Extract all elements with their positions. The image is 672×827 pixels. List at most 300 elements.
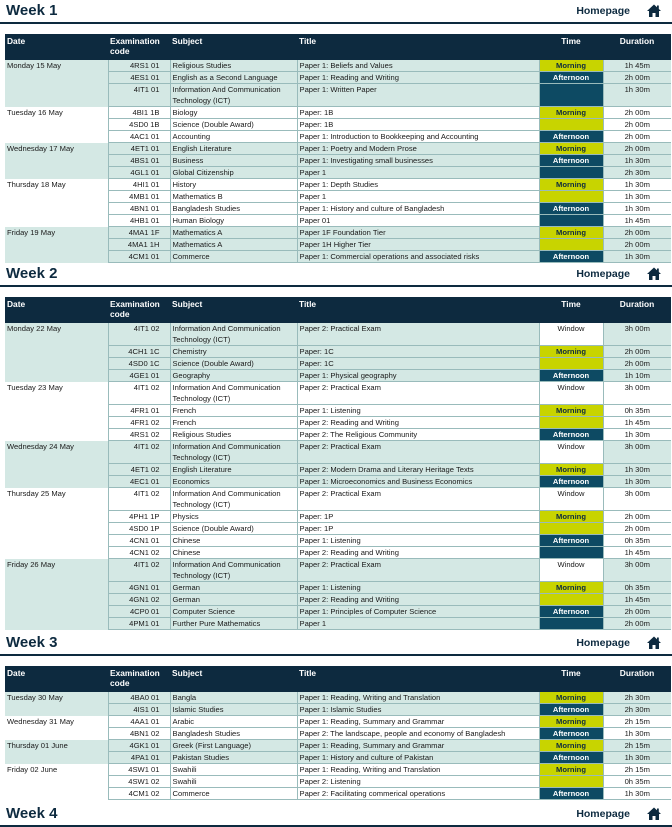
exam-date	[5, 119, 108, 131]
exam-code: 4MA1 1H	[108, 239, 170, 251]
table-row	[5, 704, 671, 716]
exam-time: Afternoon	[539, 203, 603, 215]
exam-date	[5, 618, 108, 630]
exam-time	[539, 191, 603, 203]
exam-duration: 1h 30m	[603, 191, 671, 203]
exam-time: Morning	[539, 716, 603, 728]
exam-title: Paper 1: Principles of Computer Science	[297, 606, 539, 618]
table-row	[5, 417, 671, 429]
exam-code: 4CP0 01	[108, 606, 170, 618]
exam-code: 4AC1 01	[108, 131, 170, 143]
exam-time: Afternoon	[539, 476, 603, 488]
table-row	[5, 523, 671, 535]
exam-code: 4PH1 1P	[108, 511, 170, 523]
exam-date: Monday 22 May	[5, 323, 108, 346]
column-header-code: Examination code	[108, 297, 170, 323]
exam-date	[5, 405, 108, 417]
exam-time	[539, 547, 603, 559]
exam-date: Wednesday 31 May	[5, 716, 108, 728]
exam-date	[5, 239, 108, 251]
exam-code: 4SD0 1C	[108, 358, 170, 370]
exam-code: 4IT1 02	[108, 382, 170, 405]
exam-title: Paper 1F Foundation Tier	[297, 227, 539, 239]
exam-duration: 1h 45m	[603, 417, 671, 429]
week-title: Week 3	[6, 634, 58, 651]
exam-duration: 1h 45m	[603, 594, 671, 606]
exam-subject: French	[170, 405, 297, 417]
exam-duration: 2h 00m	[603, 107, 671, 119]
table-row	[5, 618, 671, 630]
exam-duration: 2h 15m	[603, 716, 671, 728]
exam-time: Afternoon	[539, 788, 603, 800]
exam-title: Paper 1	[297, 618, 539, 630]
exam-title: Paper 1: Reading, Summary and Grammar	[297, 716, 539, 728]
exam-duration: 1h 30m	[603, 251, 671, 263]
exam-code: 4GN1 02	[108, 594, 170, 606]
exam-subject: Science (Double Award)	[170, 523, 297, 535]
exam-time: Morning	[539, 740, 603, 752]
exam-code: 4CN1 01	[108, 535, 170, 547]
exam-duration: 3h 00m	[603, 441, 671, 464]
exam-title: Paper 2: Practical Exam	[297, 382, 539, 405]
table-row	[5, 535, 671, 547]
exam-date	[5, 547, 108, 559]
exam-subject: Bangladesh Studies	[170, 728, 297, 740]
exam-title: Paper 1: Listening	[297, 535, 539, 547]
exam-time: Morning	[539, 179, 603, 191]
exam-time: Afternoon	[539, 429, 603, 441]
exam-date	[5, 417, 108, 429]
column-header-title: Title	[297, 666, 539, 692]
exam-date	[5, 752, 108, 764]
exam-title: Paper 1: Physical geography	[297, 370, 539, 382]
exam-code: 4CM1 02	[108, 788, 170, 800]
exam-title: Paper 1H Higher Tier	[297, 239, 539, 251]
exam-time: Afternoon	[539, 370, 603, 382]
exam-code: 4GN1 01	[108, 582, 170, 594]
exam-subject: Chinese	[170, 547, 297, 559]
exam-subject: History	[170, 179, 297, 191]
table-row	[5, 155, 671, 167]
exam-duration: 0h 35m	[603, 776, 671, 788]
table-row	[5, 429, 671, 441]
exam-code: 4GE1 01	[108, 370, 170, 382]
exam-date: Thursday 25 May	[5, 488, 108, 511]
exam-date	[5, 788, 108, 800]
exam-time: Morning	[539, 227, 603, 239]
week-title: Week 4	[6, 805, 58, 822]
exam-duration: 2h 00m	[603, 358, 671, 370]
exam-date	[5, 429, 108, 441]
exam-title: Paper 2: Reading and Writing	[297, 547, 539, 559]
exam-title: Paper 2: Practical Exam	[297, 559, 539, 582]
home-icon[interactable]	[646, 3, 662, 19]
exam-date	[5, 167, 108, 179]
exam-duration: 1h 30m	[603, 179, 671, 191]
exam-date	[5, 704, 108, 716]
exam-date	[5, 728, 108, 740]
table-row	[5, 740, 671, 752]
week-header	[0, 803, 672, 825]
exam-subject: Physics	[170, 511, 297, 523]
exam-subject: Bangla	[170, 692, 297, 704]
exam-title: Paper: 1C	[297, 358, 539, 370]
exam-title: Paper: 1B	[297, 107, 539, 119]
exam-code: 4IS1 01	[108, 704, 170, 716]
exam-code: 4BI1 1B	[108, 107, 170, 119]
exam-subject: Business	[170, 155, 297, 167]
exam-date	[5, 370, 108, 382]
exam-title: Paper: 1P	[297, 511, 539, 523]
exam-subject: Information And Communication Technology (ICT)	[170, 382, 297, 405]
exam-title: Paper 2: Practical Exam	[297, 323, 539, 346]
table-row	[5, 716, 671, 728]
exam-date	[5, 523, 108, 535]
exam-code: 4BN1 02	[108, 728, 170, 740]
table-row	[5, 606, 671, 618]
exam-subject: Information And Communication Technology (ICT)	[170, 84, 297, 107]
exam-code: 4ET1 02	[108, 464, 170, 476]
exam-subject: Information And Communication Technology (ICT)	[170, 559, 297, 582]
exam-subject: English as a Second Language	[170, 72, 297, 84]
exam-date	[5, 582, 108, 594]
exam-subject: English Literature	[170, 143, 297, 155]
exam-duration: 2h 30m	[603, 692, 671, 704]
week-section	[0, 803, 672, 825]
exam-duration: 1h 30m	[603, 155, 671, 167]
table-row	[5, 728, 671, 740]
exam-time	[539, 417, 603, 429]
exam-time: Window	[539, 323, 603, 346]
exam-title: Paper 1	[297, 167, 539, 179]
table-row	[5, 464, 671, 476]
exam-date: Monday 15 May	[5, 60, 108, 72]
exam-time	[539, 618, 603, 630]
exam-date	[5, 346, 108, 358]
exam-subject: Swahili	[170, 764, 297, 776]
exam-subject: German	[170, 594, 297, 606]
week-section	[0, 0, 672, 261]
table-row	[5, 167, 671, 179]
exam-duration: 1h 45m	[603, 215, 671, 227]
exam-title: Paper 1: Listening	[297, 405, 539, 417]
exam-duration: 1h 10m	[603, 370, 671, 382]
column-header-date: Date	[5, 297, 108, 323]
exam-code: 4FR1 01	[108, 405, 170, 417]
exam-subject: English Literature	[170, 464, 297, 476]
exam-duration: 2h 30m	[603, 167, 671, 179]
exam-subject: Swahili	[170, 776, 297, 788]
exam-title: Paper 1: Depth Studies	[297, 179, 539, 191]
exam-code: 4IT1 01	[108, 84, 170, 107]
exam-subject: Science (Double Award)	[170, 119, 297, 131]
exam-subject: German	[170, 582, 297, 594]
exam-code: 4GK1 01	[108, 740, 170, 752]
exam-subject: Chinese	[170, 535, 297, 547]
exam-code: 4BA0 01	[108, 692, 170, 704]
table-row	[5, 227, 671, 239]
exam-date	[5, 358, 108, 370]
week-section	[0, 632, 672, 798]
exam-subject: Bangladesh Studies	[170, 203, 297, 215]
column-header-code: Examination code	[108, 666, 170, 692]
exam-time: Morning	[539, 464, 603, 476]
exam-time: Morning	[539, 60, 603, 72]
column-header-subject: Subject	[170, 297, 297, 323]
table-row	[5, 143, 671, 155]
table-row	[5, 788, 671, 800]
exam-time	[539, 523, 603, 535]
exam-time	[539, 119, 603, 131]
exam-date	[5, 251, 108, 263]
home-icon[interactable]	[646, 266, 662, 282]
exam-duration: 3h 00m	[603, 488, 671, 511]
column-header-duration: Duration	[603, 34, 671, 60]
exam-date: Tuesday 16 May	[5, 107, 108, 119]
exam-title: Paper 01	[297, 215, 539, 227]
exam-title: Paper 1: Islamic Studies	[297, 704, 539, 716]
exam-time: Morning	[539, 764, 603, 776]
exam-subject: Mathematics B	[170, 191, 297, 203]
table-row	[5, 547, 671, 559]
exam-duration: 2h 00m	[603, 119, 671, 131]
exam-title: Paper 2: Modern Drama and Literary Heritage Texts	[297, 464, 539, 476]
exam-time: Morning	[539, 511, 603, 523]
column-header-date: Date	[5, 666, 108, 692]
exam-date	[5, 606, 108, 618]
exam-duration: 2h 00m	[603, 227, 671, 239]
homepage-link[interactable]: Homepage	[576, 637, 630, 649]
exam-title: Paper 1	[297, 191, 539, 203]
exam-date: Thursday 18 May	[5, 179, 108, 191]
exam-code: 4HB1 01	[108, 215, 170, 227]
exam-duration: 1h 30m	[603, 84, 671, 107]
week-title: Week 2	[6, 265, 58, 282]
table-row	[5, 405, 671, 417]
column-header-date: Date	[5, 34, 108, 60]
home-icon[interactable]	[646, 806, 662, 822]
table-row	[5, 346, 671, 358]
column-header-time: Time	[539, 666, 603, 692]
exam-date	[5, 84, 108, 107]
exam-duration: 1h 30m	[603, 203, 671, 215]
exam-subject: Information And Communication Technology (ICT)	[170, 441, 297, 464]
exam-subject: Arabic	[170, 716, 297, 728]
table-row	[5, 582, 671, 594]
column-header-code: Examination code	[108, 34, 170, 60]
exam-time	[539, 776, 603, 788]
table-row	[5, 752, 671, 764]
exam-code: 4GL1 01	[108, 167, 170, 179]
exam-title: Paper: 1C	[297, 346, 539, 358]
table-row	[5, 441, 671, 464]
exam-subject: Religious Studies	[170, 60, 297, 72]
exam-subject: Further Pure Mathematics	[170, 618, 297, 630]
exam-date: Tuesday 23 May	[5, 382, 108, 405]
exam-code: 4SW1 02	[108, 776, 170, 788]
exam-subject: Commerce	[170, 788, 297, 800]
week-header	[0, 263, 672, 285]
exam-title: Paper 1: Listening	[297, 582, 539, 594]
exam-duration: 2h 00m	[603, 72, 671, 84]
exam-time: Afternoon	[539, 728, 603, 740]
table-row	[5, 179, 671, 191]
homepage-link[interactable]: Homepage	[576, 268, 630, 280]
exam-title: Paper 2: Reading and Writing	[297, 594, 539, 606]
table-row	[5, 251, 671, 263]
exam-duration: 1h 30m	[603, 464, 671, 476]
exam-title: Paper: 1B	[297, 119, 539, 131]
exam-duration: 1h 45m	[603, 60, 671, 72]
exam-subject: Information And Communication Technology (ICT)	[170, 488, 297, 511]
exam-subject: Pakistan Studies	[170, 752, 297, 764]
exam-subject: Commerce	[170, 251, 297, 263]
exam-time: Afternoon	[539, 155, 603, 167]
table-row	[5, 692, 671, 704]
exam-time	[539, 358, 603, 370]
table-row	[5, 119, 671, 131]
exam-time: Window	[539, 559, 603, 582]
exam-date	[5, 155, 108, 167]
exam-code: 4BS1 01	[108, 155, 170, 167]
table-row	[5, 191, 671, 203]
table-row	[5, 84, 671, 107]
exam-duration: 2h 00m	[603, 523, 671, 535]
exam-title: Paper 2: Listening	[297, 776, 539, 788]
exam-title: Paper 1: Introduction to Bookkeeping and Accounting	[297, 131, 539, 143]
table-row	[5, 358, 671, 370]
exam-duration: 2h 15m	[603, 764, 671, 776]
exam-code: 4MB1 01	[108, 191, 170, 203]
table-row	[5, 72, 671, 84]
exam-time	[539, 84, 603, 107]
exam-duration: 2h 15m	[603, 740, 671, 752]
exam-time	[539, 215, 603, 227]
exam-time: Afternoon	[539, 752, 603, 764]
exam-title: Paper 2: The landscape, people and economy of Bangladesh	[297, 728, 539, 740]
exam-duration: 1h 30m	[603, 476, 671, 488]
exam-duration: 1h 30m	[603, 752, 671, 764]
exam-code: 4MA1 1F	[108, 227, 170, 239]
exam-code: 4CN1 02	[108, 547, 170, 559]
exam-code: 4IT1 02	[108, 488, 170, 511]
table-row	[5, 239, 671, 251]
exam-title: Paper 1: Reading, Writing and Translation	[297, 692, 539, 704]
exam-duration: 2h 00m	[603, 239, 671, 251]
column-header-subject: Subject	[170, 34, 297, 60]
exam-title: Paper 1: Reading, Writing and Translation	[297, 764, 539, 776]
exam-title: Paper 1: History and culture of Bangladesh	[297, 203, 539, 215]
exam-date	[5, 203, 108, 215]
column-header-title: Title	[297, 297, 539, 323]
exam-time: Window	[539, 488, 603, 511]
exam-code: 4CH1 1C	[108, 346, 170, 358]
exam-subject: Economics	[170, 476, 297, 488]
column-header-duration: Duration	[603, 297, 671, 323]
week-title: Week 1	[6, 2, 58, 19]
exam-duration: 0h 35m	[603, 582, 671, 594]
exam-duration: 2h 30m	[603, 704, 671, 716]
header-row	[5, 297, 671, 323]
exam-subject: Computer Science	[170, 606, 297, 618]
table-row	[5, 594, 671, 606]
exam-date	[5, 594, 108, 606]
header-row	[5, 34, 671, 60]
week-header	[0, 632, 672, 654]
exam-subject: Greek (First Language)	[170, 740, 297, 752]
table-row	[5, 107, 671, 119]
exam-date	[5, 72, 108, 84]
exam-duration: 1h 30m	[603, 728, 671, 740]
exam-title: Paper: 1P	[297, 523, 539, 535]
table-row	[5, 476, 671, 488]
exam-code: 4BN1 01	[108, 203, 170, 215]
exam-title: Paper 1: Poetry and Modern Prose	[297, 143, 539, 155]
exam-subject: Geography	[170, 370, 297, 382]
exam-subject: Mathematics A	[170, 239, 297, 251]
exam-title: Paper 2: Practical Exam	[297, 488, 539, 511]
table-row	[5, 215, 671, 227]
exam-title: Paper 1: Investigating small businesses	[297, 155, 539, 167]
exam-duration: 1h 30m	[603, 429, 671, 441]
table-row	[5, 370, 671, 382]
table-row	[5, 382, 671, 405]
exam-date	[5, 776, 108, 788]
exam-time: Afternoon	[539, 72, 603, 84]
homepage-link[interactable]: Homepage	[576, 5, 630, 17]
exam-table	[5, 297, 671, 630]
exam-duration: 3h 00m	[603, 323, 671, 346]
exam-code: 4PA1 01	[108, 752, 170, 764]
home-icon[interactable]	[646, 635, 662, 651]
table-row	[5, 488, 671, 511]
exam-code: 4IT1 02	[108, 441, 170, 464]
exam-code: 4SD0 1P	[108, 523, 170, 535]
exam-duration: 2h 00m	[603, 143, 671, 155]
column-header-title: Title	[297, 34, 539, 60]
exam-duration: 1h 45m	[603, 547, 671, 559]
exam-code: 4SW1 01	[108, 764, 170, 776]
exam-duration: 0h 35m	[603, 405, 671, 417]
exam-title: Paper 1: Reading, Summary and Grammar	[297, 740, 539, 752]
exam-time: Afternoon	[539, 251, 603, 263]
exam-code: 4AA1 01	[108, 716, 170, 728]
table-row	[5, 511, 671, 523]
exam-code: 4IT1 02	[108, 559, 170, 582]
divider	[0, 285, 672, 287]
exam-date: Friday 26 May	[5, 559, 108, 582]
table-row	[5, 131, 671, 143]
exam-title: Paper 1: Microeconomics and Business Economics	[297, 476, 539, 488]
week-header	[0, 0, 672, 22]
exam-title: Paper 1: Written Paper	[297, 84, 539, 107]
exam-duration: 2h 00m	[603, 606, 671, 618]
exam-date: Tuesday 30 May	[5, 692, 108, 704]
exam-time	[539, 594, 603, 606]
table-row	[5, 559, 671, 582]
exam-duration: 3h 00m	[603, 559, 671, 582]
exam-date: Friday 02 June	[5, 764, 108, 776]
exam-code: 4PM1 01	[108, 618, 170, 630]
column-header-time: Time	[539, 297, 603, 323]
exam-time: Afternoon	[539, 535, 603, 547]
exam-title: Paper 1: Reading and Writing	[297, 72, 539, 84]
homepage-link[interactable]: Homepage	[576, 808, 630, 820]
exam-title: Paper 1: Commercial operations and associated risks	[297, 251, 539, 263]
exam-code: 4RS1 02	[108, 429, 170, 441]
header-row	[5, 666, 671, 692]
exam-duration: 2h 00m	[603, 511, 671, 523]
